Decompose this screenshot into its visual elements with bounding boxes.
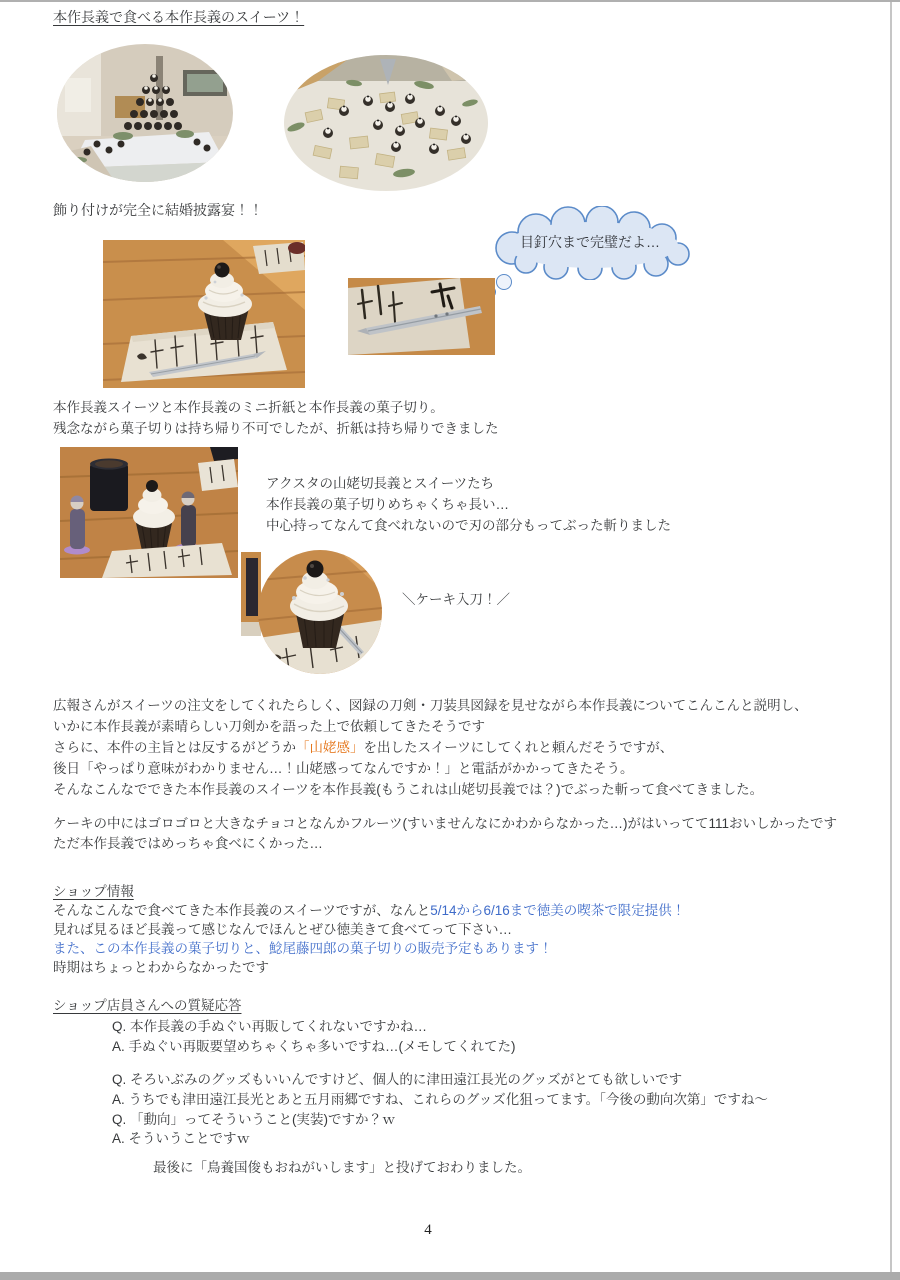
thought-bubble-tail-large bbox=[496, 274, 512, 290]
qa-text: そういうことですｗ bbox=[128, 1131, 251, 1146]
qa-label: A. bbox=[112, 1092, 125, 1107]
photo-knife-closeup bbox=[348, 278, 495, 355]
story-line-3 bbox=[53, 738, 673, 758]
qa-closing: 最後に「鳥養国俊もおねがいします」と投げておわりました。 bbox=[153, 1160, 531, 1175]
cake-cutting-illustration bbox=[258, 550, 382, 674]
shop-line-4: 時期はちょっとわからなかったです bbox=[53, 960, 269, 975]
page-right-border bbox=[890, 2, 892, 1272]
page-title: 本作長義で食べる本作長義のスイーツ！ bbox=[53, 9, 305, 25]
qa-item bbox=[112, 1090, 768, 1110]
photo-oval-banquet-room bbox=[57, 44, 233, 182]
acrylic-stands-illustration bbox=[60, 447, 238, 578]
cake-cut-caption: ＼ケーキ入刀！／ bbox=[402, 592, 510, 607]
intro-line-2: 残念ながら菓子切りは持ち帰り不可でしたが、折紙は持ち帰りできました bbox=[53, 421, 499, 436]
story-line-6: ケーキの中にはゴロゴロと大きなチョコとなんかフルーツ(すいませんなにかわからなかった…)がはいってて111おいしかったです bbox=[53, 816, 838, 831]
qa-text: 本作長義の手ぬぐい再販してくれないですかね… bbox=[130, 1019, 428, 1034]
story-line-3-post: を出したスイーツにしてくれと頼んだそうですが、 bbox=[363, 740, 674, 755]
qa-label: Q. bbox=[112, 1112, 127, 1127]
top-edge-line bbox=[0, 0, 900, 2]
qa-label: Q. bbox=[112, 1019, 127, 1034]
qa-heading: ショップ店員さんへの質疑応答 bbox=[53, 998, 242, 1013]
qa-item bbox=[112, 1110, 396, 1130]
edge-sliver-illustration bbox=[241, 552, 261, 636]
qa-text: 手ぬぐい再販要望めちゃくちゃ多いですね…(メモしてくれてた) bbox=[128, 1039, 516, 1054]
qa-item bbox=[112, 1017, 427, 1037]
story-line-3-highlight: 「山姥感」 bbox=[296, 740, 364, 755]
qa-item bbox=[112, 1129, 250, 1149]
photo-acrylic-stands bbox=[60, 447, 238, 578]
shop-heading: ショップ情報 bbox=[53, 884, 134, 899]
story-line-7: ただ本作長義ではめっちゃ食べにくかった… bbox=[53, 836, 323, 851]
story-line-2: いかに本作長義が素晴らしい刀剣かを語った上で依頼してきたそうです bbox=[53, 719, 485, 734]
qa-label: A. bbox=[112, 1039, 125, 1054]
akusta-line-2: 本作長義の菓子切りめちゃくちゃ長い… bbox=[266, 497, 509, 512]
knife-closeup-illustration bbox=[348, 278, 495, 355]
story-line-4: 後日「やっぱり意味がわかりません…！山姥感ってなんですか！」と電話がかかってきたそう。 bbox=[53, 761, 634, 776]
banquet-room-illustration bbox=[57, 44, 233, 182]
photo-cupcake-paper-knife bbox=[103, 240, 305, 388]
shop-line-3: また、この本作長義の菓子切りと、鯰尾藤四郎の菓子切りの販売予定もあります！ bbox=[53, 941, 553, 956]
qa-text: 「動向」ってそういうこと(実装)ですか？ｗ bbox=[130, 1112, 396, 1127]
qa-text: そろいぶみのグッズもいいんですけど、個人的に津田遠江長光のグッズがとても欲しいです bbox=[130, 1072, 683, 1087]
cupcake-paper-knife-illustration bbox=[103, 240, 305, 388]
qa-item bbox=[112, 1070, 682, 1090]
qa-label: Q. bbox=[112, 1072, 127, 1087]
shop-line-1-pre: そんなこんなで食べてきた本作長義のスイーツですが、なんと bbox=[53, 903, 431, 918]
qa-label: A. bbox=[112, 1131, 125, 1146]
qa-item bbox=[112, 1037, 516, 1057]
decoration-caption: 飾り付けが完全に結婚披露宴！！ bbox=[53, 202, 263, 218]
story-line-5: そんなこんなでできた本作長義のスイーツを本作長義(もうこれは山姥切長義では？)でぶった斬って食べてきました。 bbox=[53, 782, 764, 797]
qa-text: うちでも津田遠江長光とあと五月雨郷ですね、これらのグッズ化狙ってます。「今後の動向次第」ですね～ bbox=[128, 1092, 768, 1107]
photo-edge-sliver bbox=[241, 552, 261, 636]
akusta-line-3: 中心持ってなんて食べれないので刃の部分もってぶった斬りました bbox=[266, 518, 671, 533]
photo-oval-dessert-table bbox=[284, 55, 488, 191]
shop-line-1-highlight: 5/14から6/16まで徳美の喫茶で限定提供！ bbox=[430, 903, 686, 918]
story-line-3-pre: さらに、本件の主旨とは反するがどうか bbox=[53, 740, 296, 755]
intro-line-1: 本作長義スイーツと本作長義のミニ折紙と本作長義の菓子切り。 bbox=[53, 400, 444, 415]
photo-cake-cutting bbox=[258, 550, 382, 674]
akusta-line-1: アクスタの山姥切長義とスイーツたち bbox=[266, 476, 495, 491]
dessert-table-illustration bbox=[284, 55, 488, 191]
page-number: 4 bbox=[424, 1222, 432, 1238]
bottom-edge-band bbox=[0, 1272, 900, 1280]
thought-bubble-text: 目釘穴まで完璧だよ… bbox=[520, 234, 660, 250]
shop-line-2: 見れば見るほど長義って感じなんでほんとぜひ徳美きて食べてって下さい… bbox=[53, 922, 512, 937]
story-line-1: 広報さんがスイーツの注文をしてくれたらしく、図録の刀剣・刀装具図録を見せながら本作長義についてこんこんと説明し、 bbox=[53, 698, 808, 713]
shop-line-1 bbox=[53, 901, 685, 921]
